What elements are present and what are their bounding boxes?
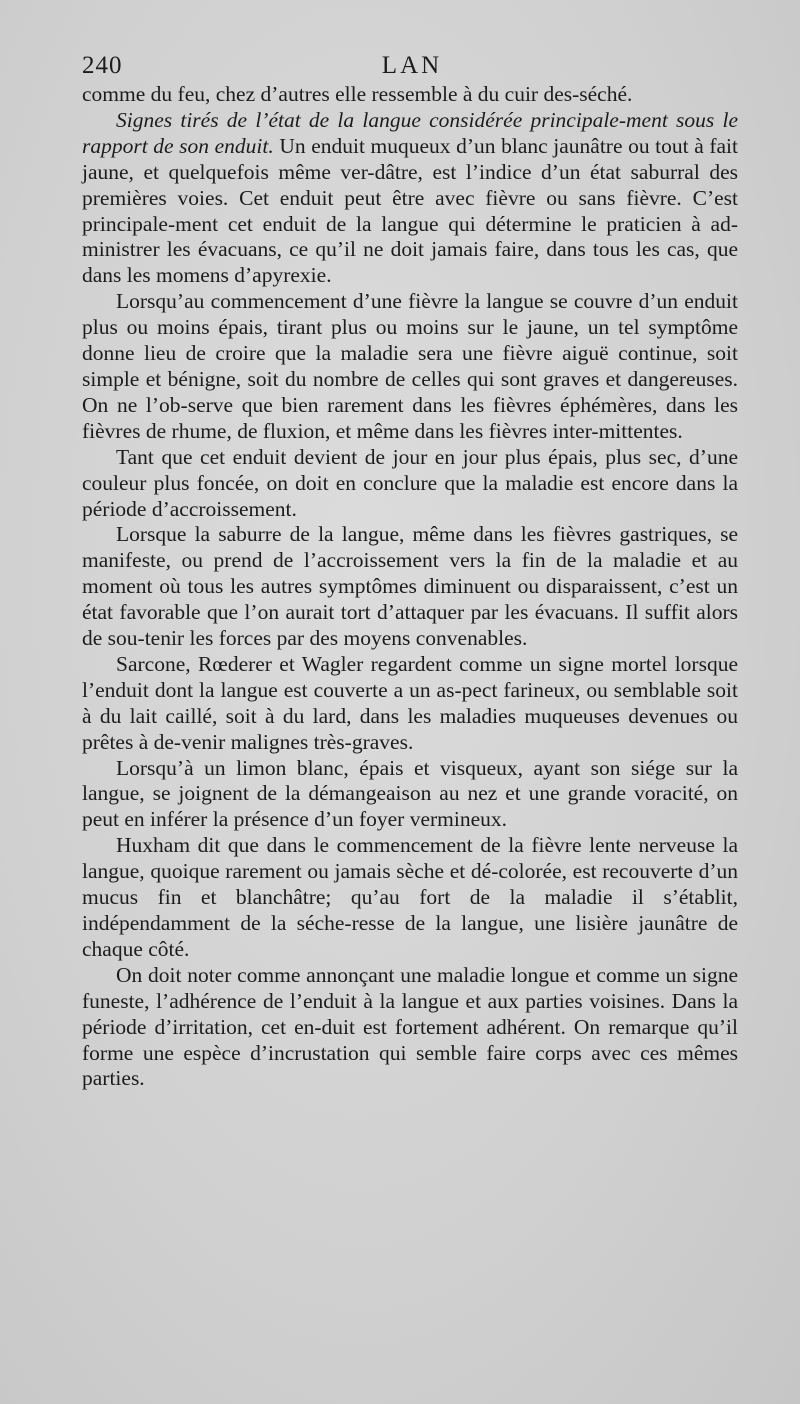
- body-text: [82, 82, 738, 1092]
- paragraph: Lorsqu’au commencement d’une fièvre la langue se couvre d’un enduit plus ou moins épais, tirant plus ou moins sur le jaune, un tel symptôme donne lieu de croire que la maladie sera une fièvre aiguë continue, soit simple et bénigne, soit du nombre de celles qui sont graves et dangereuses. On ne l’ob-serve que bien rarement dans les fièvres éphémères, dans les fièvres de rhume, de fluxion, et même dans les fièvres inter-mittentes.: [82, 289, 738, 443]
- paragraph: Sarcone, Rœderer et Wagler regardent comme un signe mortel lorsque l’enduit dont la langue est couverte a un as-pect farineux, ou semblable soit à du lait caillé, soit à du lard, dans les maladies muqueuses devenues ou prêtes à de-venir malignes très-graves.: [82, 651, 738, 754]
- paragraph: Signes tirés de l’état de la langue considérée principale-ment sous le rapport de son enduit. Un enduit muqueux d’un blanc jaunâtre ou tout à fait jaune, et quelquefois même ver-dâtre, est l’indice d’un état saburral des premières voies. Cet enduit peut être avec fièvre ou sans fièvre. C’est principale-ment cet enduit de la langue qui détermine le praticien à ad-ministrer les évacuans, ce qu’il ne doit jamais faire, dans tous les cas, que dans les momens d’apyrexie.: [82, 107, 739, 288]
- page-number: 240: [82, 52, 123, 79]
- page-header: [82, 52, 742, 86]
- paragraph: Huxham dit que dans le commencement de la fièvre lente nerveuse la langue, quoique rarement ou jamais sèche et dé-colorée, est recouverte d’un mucus fin et blanchâtre; qu’au fort de la maladie il s’établit, indépendamment de la séche-resse de la langue, une lisière jaunâtre de chaque côté.: [82, 833, 738, 961]
- paragraph: On doit noter comme annonçant une maladie longue et comme un signe funeste, l’adhérence de l’enduit à la langue et aux parties voisines. Dans la période d’irritation, cet en-duit est fortement adhérent. On remarque qu’il forme une espèce d’incrustation qui semble faire corps avec ces mêmes parties.: [82, 962, 738, 1091]
- paragraph: Tant que cet enduit devient de jour en jour plus épais, plus sec, d’une couleur plus foncée, on doit en conclure que la maladie est encore dans la période d’accroissement.: [82, 444, 738, 521]
- paragraph: Lorsque la saburre de la langue, même dans les fièvres gastriques, se manifeste, ou prend de l’accroissement vers la fin de la maladie et au moment où tous les autres symptômes diminuent ou disparaissent, c’est un état favorable que l’on aurait tort d’attaquer par les évacuans. Il suffit alors de sou-tenir les forces par des moyens convenables.: [82, 522, 738, 651]
- paragraph: comme du feu, chez d’autres elle ressemble à du cuir des-séché.: [82, 82, 633, 106]
- section-heading: Signes tirés de l’état de la langue considérée principale-ment sous le rapport de son enduit.: [82, 107, 738, 158]
- running-head: LAN: [381, 52, 443, 79]
- paragraph: Lorsqu’à un limon blanc, épais et visqueux, ayant son siége sur la langue, se joignent de la démangeaison au nez et une grande voracité, on peut en inférer la présence d’un foyer vermineux.: [82, 755, 738, 832]
